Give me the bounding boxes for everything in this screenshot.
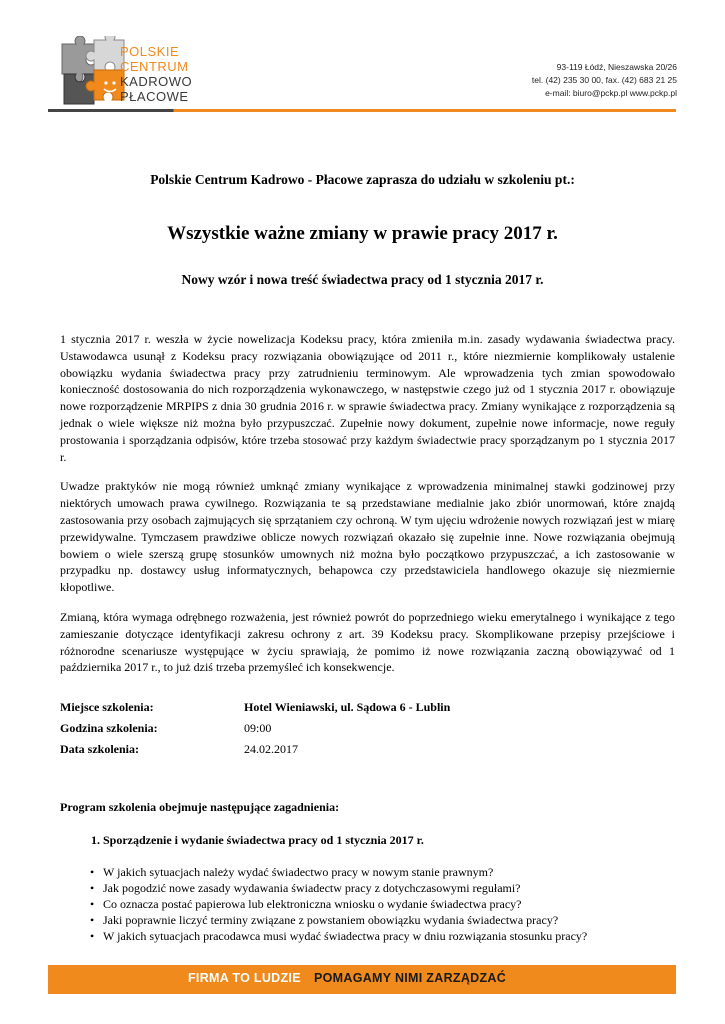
list-item: • Jaki poprawnie liczyć terminy związane z powstaniem obowiązku wydania świadectwa pracy? — [90, 912, 587, 928]
intro-line: Polskie Centrum Kadrowo - Płacowe zaprasza do udziału w szkoleniu pt.: — [150, 172, 575, 187]
brand-name — [120, 44, 192, 104]
list-item: • W jakich sytuacjach należy wydać świadectwo pracy w nowym stanie prawnym? — [90, 864, 587, 880]
detail-row-place — [60, 700, 450, 721]
list-item: • Co oznacza postać papierowa lub elektroniczna wniosku o wydanie świadectwa pracy? — [90, 896, 587, 912]
contact-phone: tel. (42) 235 30 00, fax. (42) 683 21 25 — [531, 75, 677, 85]
footer-slogan-right: POMAGAMY NIMI ZARZĄDZAĆ — [314, 971, 507, 985]
place-label: Miejsce szkolenia: — [60, 700, 154, 714]
footer-slogan-left: FIRMA TO LUDZIE — [188, 971, 301, 985]
program-heading: Program szkolenia obejmuje następujące zagadnienia: — [60, 800, 340, 814]
subtitle: Nowy wzór i nowa treść świadectwa pracy od 1 stycznia 2017 r. — [181, 272, 544, 287]
paragraph-2: Uwadze praktyków nie mogą również umknąć zmiany wynikające z wprowadzenia minimalnej stawki godzinowej przy niektórych umowach prawa cywilnego. Rozwiązania te są przedstawiane medialnie jako zbiór unormowań, które znajdą zastosowania przy osobach zajmujących się sprzątaniem czy ochroną. W tym ujęciu wdrożenie nowych rozwiązań jest w miarę przewidywalne. Tymczasem prawdziwe oblicze nowych rozwiązań okazało się zupełnie inne. Nowe rozwiązania obejmują bowiem o wiele szerszą grupę stosunków umownych niż można było początkowo przypuszczać, a ich zastosowanie w przypadku np. dostawcy usług informatycznych, behapowca czy przedstawiciela handlowego okazuje się niezmiernie kłopotliwe. — [60, 479, 675, 595]
date-value: 24.02.2017 — [244, 742, 298, 756]
training-details — [60, 700, 450, 763]
place-value: Hotel Wieniawski, ul. Sądowa 6 - Lublin — [244, 700, 451, 714]
header-divider — [48, 109, 676, 112]
brand-line-4: PŁACOWE — [120, 89, 189, 104]
page-title: Wszystkie ważne zmiany w prawie pracy 2017 r. — [167, 223, 558, 244]
paragraph-1: 1 stycznia 2017 r. weszła w życie nowelizacja Kodeksu pracy, która zmieniła m.in. zasady wydawania świadectwa pracy. Ustawodawca usunął z Kodeksu pracy rozwiązania obowiązujące od 2011 r., które niezmiernie komplikowały ustalenie obowiązku wydania świadectwa pracy przy zatrudnieniu terminowym. Ale wprowadzenia tych zmian spowodowało konieczność dostosowania do nich rozporządzenia wykonawczego, w następstwie czego już od 1 stycznia 2017 r. obowiązuje nowe rozporządzenie MRPIPS z dnia 30 grudnia 2016 r. w sprawie świadectwa pracy. Zmiany wynikające z rozporządzenia są jednak o wiele większe niż można było przypuszczać. Zupełnie nowy dokument, zupełnie nowe informacje, nowe reguły prostowania i sporządzania odpisów, które trzeba stosować przy każdym świadectwie pracy sporządzanym po 1 stycznia 2017 r. — [60, 332, 675, 464]
time-label: Godzina szkolenia: — [60, 721, 158, 735]
contact-address: 93-119 Łódź, Nieszawska 20/26 — [556, 62, 677, 72]
detail-row-time — [60, 721, 450, 742]
brand-line-1: POLSKIE — [120, 44, 180, 59]
program-topics-list — [90, 864, 587, 944]
time-value: 09:00 — [244, 721, 272, 735]
paragraph-3: Zmianą, która wymaga odrębnego rozważenia, jest również powrót do poprzedniego wieku emerytalnego i wynikające z tego zamieszanie dotyczące identyfikacji zakresu ochrony z art. 39 Kodeksu pracy. Skomplikowane przepisy przejściowe i różnorodne scenariusze występujące w życiu sprawiają, że pomimo iż nowe rozwiązania zaczną obowiązywać od 1 października 2017 r., to już dziś trzeba przemyśleć ich konsekwencje. — [60, 609, 675, 675]
list-item: • Jak pogodzić nowe zasady wydawania świadectw pracy z dotychczasowymi regułami? — [90, 880, 587, 896]
list-item: • W jakich sytuacjach pracodawca musi wydać świadectwa pracy w dniu rozwiązania stosunku pracy? — [90, 928, 587, 944]
contact-email-www[interactable]: e-mail: biuro@pckp.pl www.pckp.pl — [545, 88, 677, 98]
date-label: Data szkolenia: — [60, 742, 139, 756]
detail-row-date — [60, 742, 450, 763]
footer-banner — [48, 965, 676, 994]
brand-line-2: CENTRUM — [120, 59, 189, 74]
program-section-1: 1. Sporządzenie i wydanie świadectwa pracy od 1 stycznia 2017 r. — [91, 833, 424, 847]
puzzle-logo-icon — [58, 36, 128, 106]
contact-info — [532, 61, 677, 100]
brand-line-3: KADROWO — [120, 74, 193, 89]
letterhead — [0, 0, 725, 120]
body-text — [60, 331, 675, 689]
